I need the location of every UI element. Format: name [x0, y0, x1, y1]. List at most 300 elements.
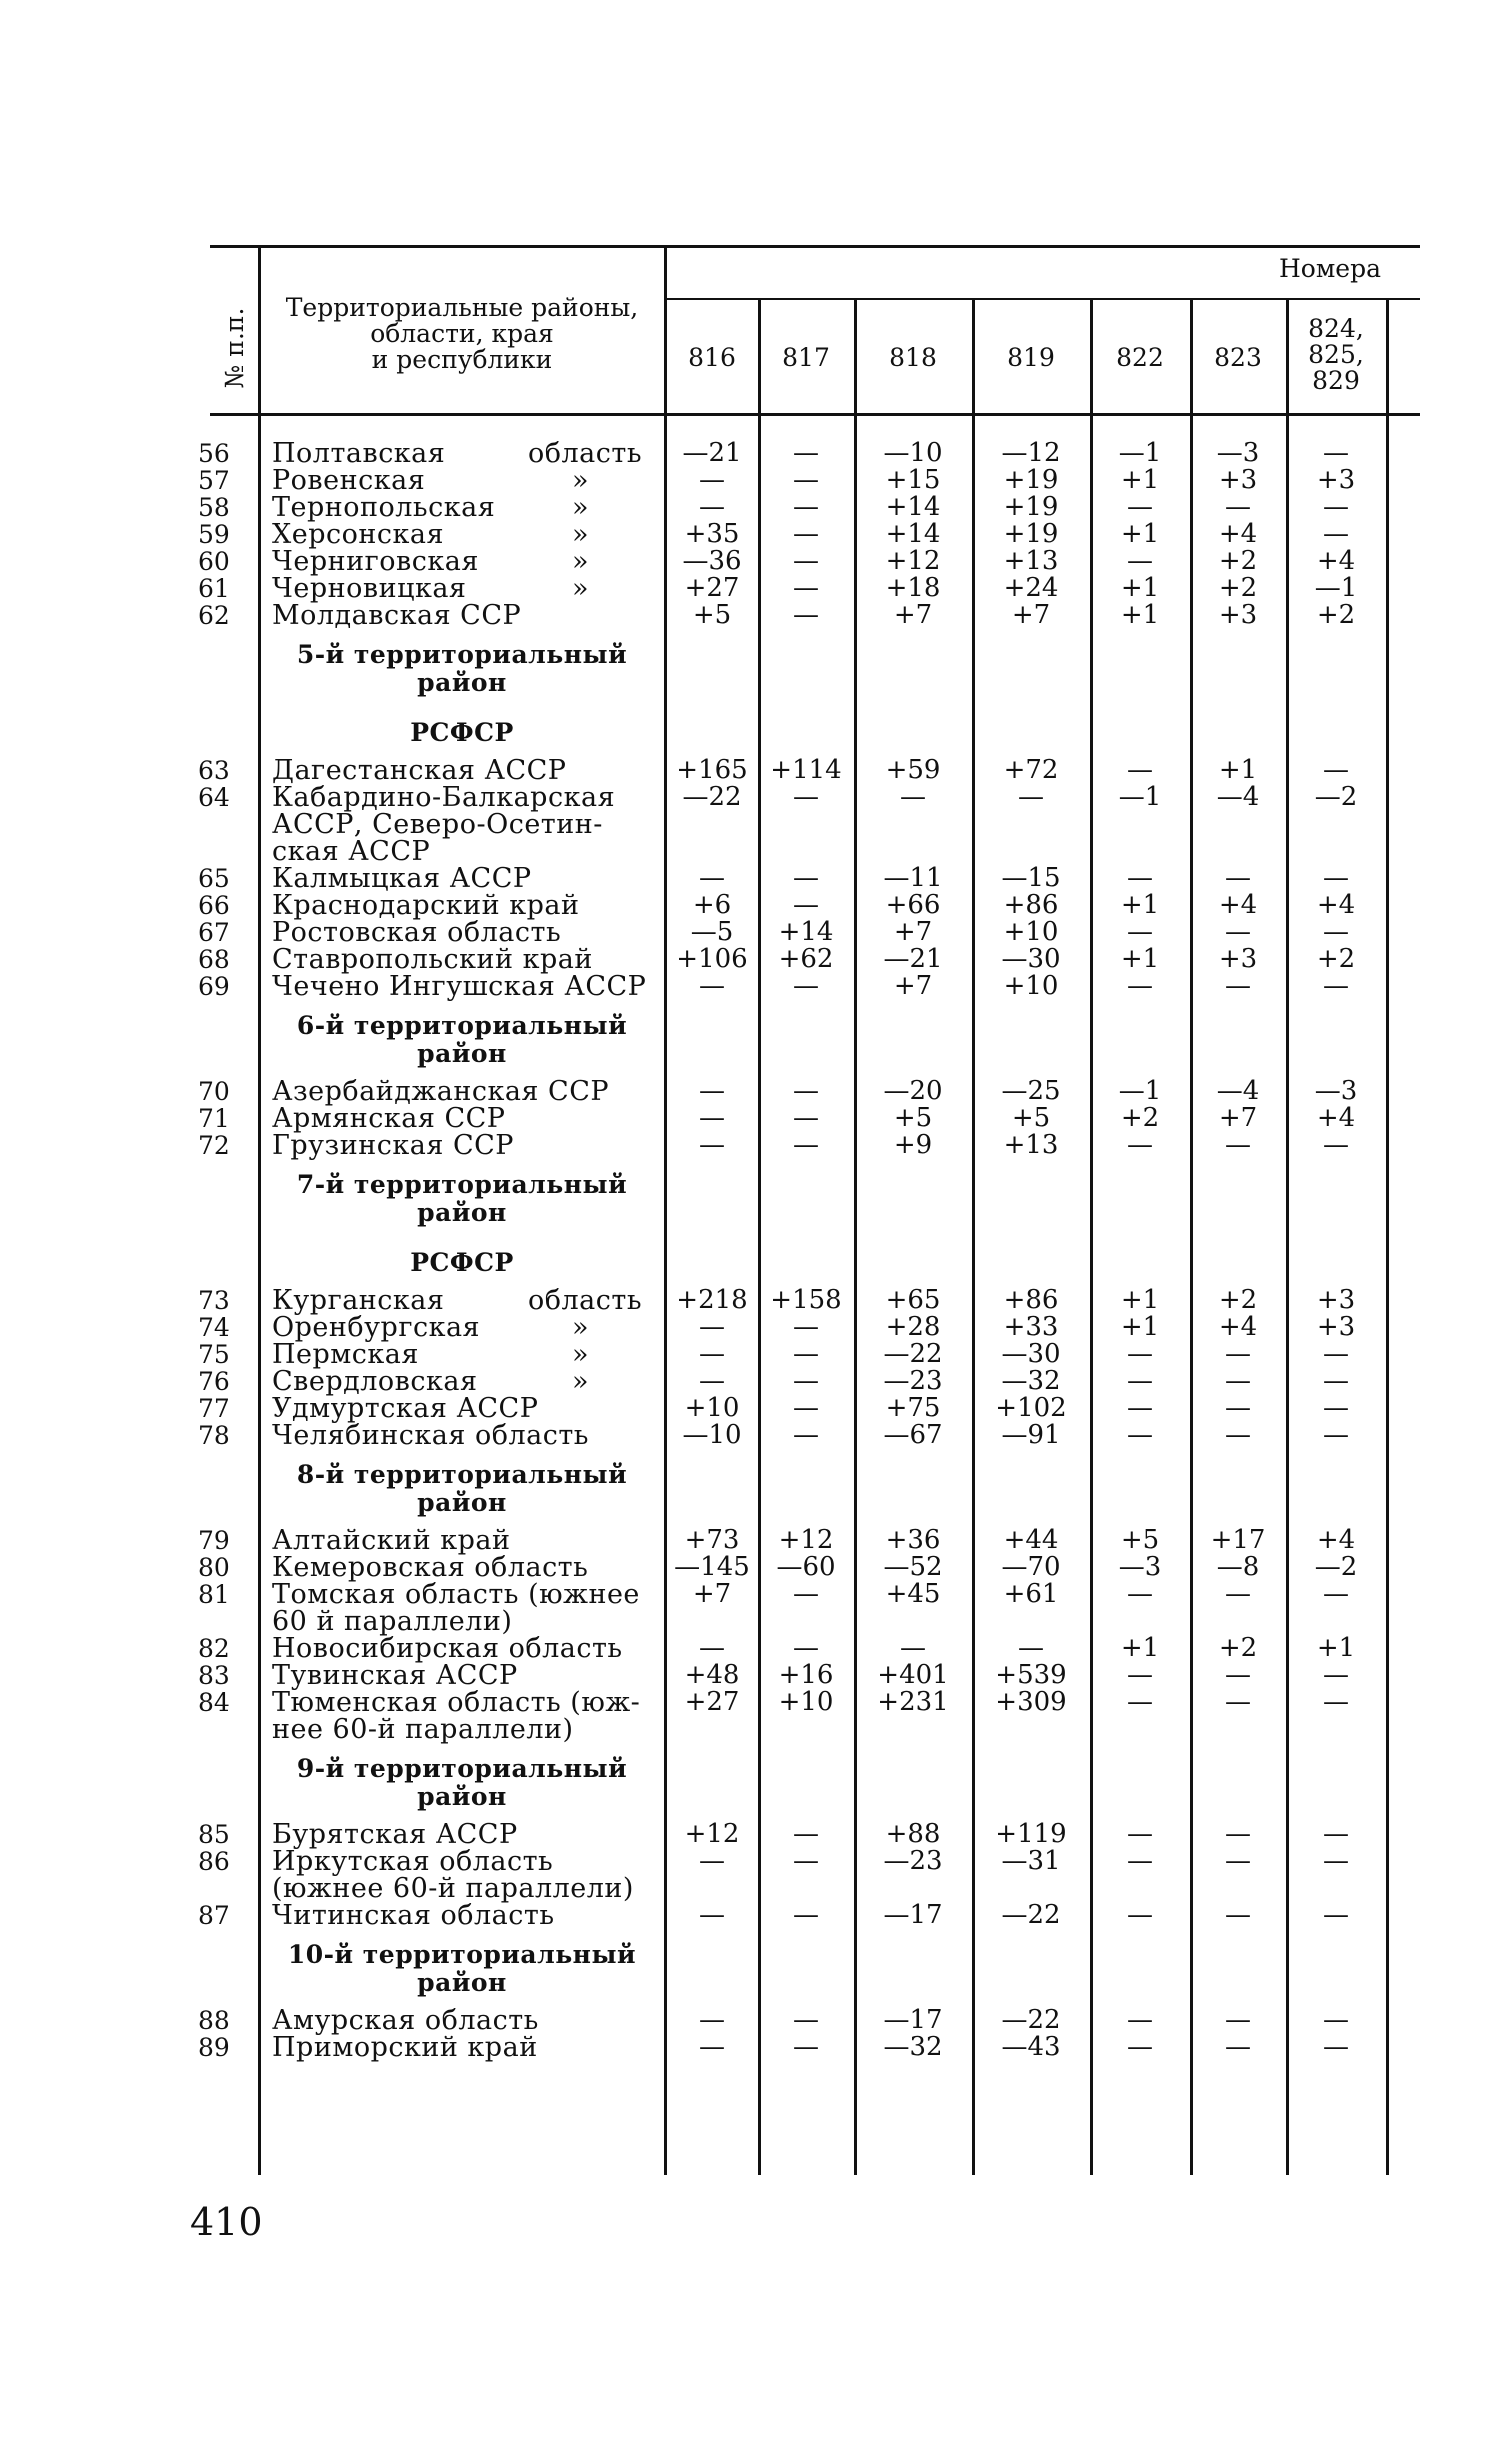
table-cell: —	[1323, 755, 1349, 785]
region-name: Ровенская	[272, 465, 426, 496]
table-cell: —	[793, 1366, 819, 1396]
table-cell: +86	[1003, 890, 1059, 920]
column-header: 825,	[1308, 340, 1364, 369]
table-cell: —	[793, 573, 819, 603]
region-name: Тернопольская	[272, 492, 496, 523]
header-bottom-rule	[210, 413, 1420, 416]
table-cell: —	[1323, 1900, 1349, 1930]
table-cell: —52	[883, 1552, 943, 1582]
table-cell: —	[699, 492, 725, 522]
table-cell: —	[699, 2005, 725, 2035]
row-number: 74	[198, 1313, 230, 1342]
table-cell: —	[699, 1339, 725, 1369]
section-heading: район	[417, 1039, 507, 1068]
table-cell: —23	[883, 1846, 943, 1876]
table-cell: +1	[1120, 573, 1160, 603]
column-header: 822	[1116, 343, 1164, 372]
region-name: Кабардино-Балкарская	[272, 782, 616, 813]
row-number: 60	[198, 547, 230, 576]
row-number: 85	[198, 1820, 230, 1849]
table-cell: —43	[1001, 2032, 1061, 2062]
table-cell: —	[1225, 2032, 1251, 2062]
header-top-rule	[210, 245, 1420, 248]
table-cell: —	[699, 1076, 725, 1106]
table-cell: +218	[676, 1285, 748, 1315]
table-cell: —	[1127, 1366, 1153, 1396]
section-heading: район	[417, 1782, 507, 1811]
row-number: 64	[198, 783, 230, 812]
table-cell: +7	[893, 917, 933, 947]
index-column-header: № п.п.	[220, 307, 249, 389]
table-cell: +1	[1316, 1633, 1356, 1663]
table-cell: —	[793, 1103, 819, 1133]
table-cell: —	[793, 1339, 819, 1369]
table-cell: —	[1018, 782, 1044, 812]
region-name: Удмуртская АССР	[272, 1393, 539, 1424]
table-cell: +2	[1218, 573, 1258, 603]
region-name: Калмыцкая АССР	[272, 863, 532, 894]
table-cell: —	[699, 1312, 725, 1342]
row-number: 62	[198, 601, 230, 630]
table-cell: —8	[1216, 1552, 1260, 1582]
table-cell: +18	[885, 573, 941, 603]
table-cell: +3	[1316, 1285, 1356, 1315]
table-cell: +33	[1003, 1312, 1059, 1342]
table-cell: +28	[885, 1312, 941, 1342]
table-cell: —22	[1001, 1900, 1061, 1930]
table-cell: +7	[1011, 600, 1051, 630]
table-cell: —15	[1001, 863, 1061, 893]
table-cell: —	[1323, 971, 1349, 1001]
table-cell: —17	[883, 2005, 943, 2035]
table-cell: +1	[1120, 1285, 1160, 1315]
table-cell: —	[1225, 863, 1251, 893]
table-cell: —32	[1001, 1366, 1061, 1396]
table-cell: —	[1127, 546, 1153, 576]
row-number: 80	[198, 1553, 230, 1582]
region-name: Грузинская ССР	[272, 1130, 514, 1161]
table-cell: +2	[1316, 600, 1356, 630]
table-cell: —	[793, 1900, 819, 1930]
table-cell: +1	[1120, 944, 1160, 974]
table-cell: —	[1323, 2005, 1349, 2035]
table-cell: —23	[883, 1366, 943, 1396]
table-cell: +10	[778, 1687, 834, 1717]
table-cell: —	[699, 1366, 725, 1396]
region-name: Тюменская область (юж-	[272, 1687, 641, 1718]
table-cell: —	[793, 782, 819, 812]
table-cell: —	[699, 1846, 725, 1876]
table-cell: +13	[1003, 1130, 1059, 1160]
region-name: Черниговская	[272, 546, 479, 577]
table-cell: +27	[684, 573, 740, 603]
table-cell: +10	[684, 1393, 740, 1423]
column-header: 818	[889, 343, 937, 372]
table-cell: +309	[995, 1687, 1067, 1717]
table-cell: —	[793, 465, 819, 495]
table-cell: —	[1225, 917, 1251, 947]
column-header: 816	[688, 343, 736, 372]
table-cell: +3	[1218, 465, 1258, 495]
table-cell: +7	[692, 1579, 732, 1609]
table-cell: —	[1127, 2005, 1153, 2035]
table-cell: —	[1127, 1339, 1153, 1369]
section-heading: 10-й территориальный	[287, 1940, 637, 1969]
table-cell: —22	[1001, 2005, 1061, 2035]
row-number: 61	[198, 574, 230, 603]
region-name: Полтавская	[272, 438, 446, 469]
region-name: Новосибирская область	[272, 1633, 623, 1664]
table-cell: +7	[893, 971, 933, 1001]
table-cell: +62	[778, 944, 834, 974]
table-cell: —	[1018, 1633, 1044, 1663]
table-cell: —	[1127, 1900, 1153, 1930]
row-number: 67	[198, 918, 230, 947]
table-cell: +17	[1210, 1525, 1266, 1555]
region-name: Черновицкая	[272, 573, 467, 604]
table-cell: —	[1323, 1687, 1349, 1717]
table-cell: —31	[1001, 1846, 1061, 1876]
table-cell: +2	[1120, 1103, 1160, 1133]
table-cell: +61	[1003, 1579, 1059, 1609]
region-header-line-2: области, края	[370, 319, 554, 348]
row-number: 58	[198, 493, 230, 522]
region-name: Читинская область	[272, 1900, 555, 1931]
table-cell: —	[1225, 1420, 1251, 1450]
row-number: 59	[198, 520, 230, 549]
group-header-numbers: Номера	[1278, 254, 1381, 283]
table-cell: —25	[1001, 1076, 1061, 1106]
row-number: 75	[198, 1340, 230, 1369]
table-cell: —	[1323, 1393, 1349, 1423]
table-cell: —	[699, 1103, 725, 1133]
table-cell: —	[699, 1633, 725, 1663]
table-cell: —	[793, 546, 819, 576]
row-number: 69	[198, 972, 230, 1001]
section-heading: 9-й территориальный	[296, 1754, 628, 1783]
section-heading: район	[417, 668, 507, 697]
table-cell: —	[1323, 863, 1349, 893]
region-name: Иркутская область	[272, 1846, 554, 1877]
table-cell: +3	[1218, 944, 1258, 974]
page-number: 410	[190, 2200, 263, 2244]
table-cell: +14	[885, 519, 941, 549]
region-suffix: »	[572, 492, 590, 523]
table-cell: —1	[1118, 438, 1162, 468]
table-cell: —	[1127, 971, 1153, 1001]
table-cell: +45	[885, 1579, 941, 1609]
table-cell: —	[793, 438, 819, 468]
row-number: 89	[198, 2033, 230, 2062]
table-cell: —3	[1314, 1076, 1358, 1106]
region-name: Ставропольский край	[272, 944, 593, 975]
region-name: Ростовская область	[272, 917, 562, 948]
table-cell: +65	[885, 1285, 941, 1315]
table-cell: +539	[995, 1660, 1067, 1690]
table-cell: +75	[885, 1393, 941, 1423]
table-cell: +12	[778, 1525, 834, 1555]
table-cell: —	[699, 1130, 725, 1160]
region-name: Приморский край	[272, 2032, 538, 2063]
table-cell: —5	[690, 917, 734, 947]
table-cell: —	[699, 863, 725, 893]
table-cell: —	[1323, 1579, 1349, 1609]
row-number: 86	[198, 1847, 230, 1876]
region-name: ская АССР	[272, 836, 431, 867]
region-name: Дагестанская АССР	[272, 755, 567, 786]
table-cell: +119	[995, 1819, 1067, 1849]
table-cell: +401	[877, 1660, 949, 1690]
column-header: 824,	[1308, 314, 1364, 343]
table-cell: —	[1225, 1819, 1251, 1849]
table-cell: —3	[1118, 1552, 1162, 1582]
table-cell: —	[1323, 2032, 1349, 2062]
table-cell: +86	[1003, 1285, 1059, 1315]
table-cell: —	[1127, 755, 1153, 785]
table-cell: —	[793, 1420, 819, 1450]
table-cell: —	[699, 1900, 725, 1930]
region-suffix: »	[572, 546, 590, 577]
table-cell: +1	[1120, 1633, 1160, 1663]
table-cell: —	[793, 492, 819, 522]
table-cell: —	[793, 1393, 819, 1423]
table-cell: +2	[1218, 1633, 1258, 1663]
table-cell: —4	[1216, 782, 1260, 812]
row-number: 76	[198, 1367, 230, 1396]
table-cell: —	[1225, 1393, 1251, 1423]
region-name: Томская область (южнее	[272, 1579, 640, 1610]
table-cell: —	[1225, 1660, 1251, 1690]
table-cell: —	[900, 1633, 926, 1663]
header-subgroup-rule	[665, 298, 1420, 300]
table-cell: —	[699, 2032, 725, 2062]
table-cell: —	[900, 782, 926, 812]
table-cell: +12	[885, 546, 941, 576]
table-cell: —2	[1314, 1552, 1358, 1582]
table-cell: —	[1225, 2005, 1251, 2035]
table-cell: +7	[1218, 1103, 1258, 1133]
table-cell: —	[793, 2032, 819, 2062]
table-cell: —	[1127, 492, 1153, 522]
table-cell: —	[793, 890, 819, 920]
table-cell: +4	[1218, 890, 1258, 920]
table-cell: —	[1323, 438, 1349, 468]
region-name: Краснодарский край	[272, 890, 580, 921]
column-header: 823	[1214, 343, 1262, 372]
table-cell: —145	[674, 1552, 750, 1582]
region-name: Бурятская АССР	[272, 1819, 518, 1850]
region-suffix: область	[528, 438, 643, 469]
table-cell: —17	[883, 1900, 943, 1930]
region-name: 60 й параллели)	[272, 1606, 513, 1637]
table-cell: +35	[684, 519, 740, 549]
table-cell: —	[793, 1633, 819, 1663]
table-cell: +5	[1011, 1103, 1051, 1133]
table-cell: —	[1127, 1819, 1153, 1849]
table-cell: +59	[885, 755, 941, 785]
table-cell: —	[793, 1312, 819, 1342]
table-cell: —22	[883, 1339, 943, 1369]
table-cell: +3	[1316, 1312, 1356, 1342]
table-cell: +4	[1316, 890, 1356, 920]
table-cell: +231	[877, 1687, 949, 1717]
table-cell: +19	[1003, 492, 1059, 522]
region-name: Кемеровская область	[272, 1552, 589, 1583]
table-cell: +3	[1316, 465, 1356, 495]
region-suffix: »	[572, 1366, 590, 1397]
table-cell: —12	[1001, 438, 1061, 468]
table-cell: +2	[1316, 944, 1356, 974]
row-number: 72	[198, 1131, 230, 1160]
table-cell: —	[1323, 1339, 1349, 1369]
table-cell: —	[793, 600, 819, 630]
table-cell: +165	[676, 755, 748, 785]
table-cell: +4	[1316, 1525, 1356, 1555]
row-number: 81	[198, 1580, 230, 1609]
region-name: Молдавская ССР	[272, 600, 522, 631]
row-number: 73	[198, 1286, 230, 1315]
table-cell: —	[793, 863, 819, 893]
table-cell: —	[1323, 1420, 1349, 1450]
table-cell: —	[1225, 971, 1251, 1001]
table-cell: +4	[1316, 546, 1356, 576]
table-cell: —10	[883, 438, 943, 468]
table-cell: —1	[1118, 782, 1162, 812]
region-suffix: »	[572, 1339, 590, 1370]
table-cell: +5	[893, 1103, 933, 1133]
table-cell: —	[1127, 2032, 1153, 2062]
region-name: Азербайджанская ССР	[272, 1076, 610, 1107]
table-cell: +1	[1120, 465, 1160, 495]
column-header: 819	[1007, 343, 1055, 372]
region-name: Челябинская область	[272, 1420, 590, 1451]
region-suffix: »	[572, 465, 590, 496]
table-cell: —	[793, 1819, 819, 1849]
row-number: 84	[198, 1688, 230, 1717]
table-cell: —	[1127, 1660, 1153, 1690]
section-heading: РСФСР	[410, 718, 514, 747]
table-cell: —	[1127, 1579, 1153, 1609]
table-cell: —	[1225, 1900, 1251, 1930]
table-cell: +4	[1316, 1103, 1356, 1133]
table-cell: —	[1225, 1846, 1251, 1876]
table-cell: —4	[1216, 1076, 1260, 1106]
table-cell: +3	[1218, 600, 1258, 630]
table-cell: —	[793, 1076, 819, 1106]
table-cell: +13	[1003, 546, 1059, 576]
table-cell: —30	[1001, 944, 1061, 974]
table-cell: —	[793, 1130, 819, 1160]
table-cell: +114	[770, 755, 842, 785]
table-cell: +1	[1120, 1312, 1160, 1342]
row-number: 57	[198, 466, 230, 495]
table-cell: +73	[684, 1525, 740, 1555]
table-cell: —3	[1216, 438, 1260, 468]
table-cell: —	[699, 465, 725, 495]
table-cell: +1	[1120, 519, 1160, 549]
region-suffix: »	[572, 1312, 590, 1343]
row-number: 68	[198, 945, 230, 974]
region-name: Оренбургская	[272, 1312, 481, 1343]
column-header: 817	[782, 343, 830, 372]
table-cell: —	[793, 971, 819, 1001]
section-heading: район	[417, 1198, 507, 1227]
row-number: 63	[198, 756, 230, 785]
region-name: Армянская ССР	[272, 1103, 506, 1134]
table-cell: —	[1323, 1660, 1349, 1690]
column-rule	[1386, 298, 1389, 2175]
table-cell: +44	[1003, 1525, 1059, 1555]
table-cell: +5	[692, 600, 732, 630]
table-cell: —91	[1001, 1420, 1061, 1450]
region-suffix: »	[572, 519, 590, 550]
region-suffix: область	[528, 1285, 643, 1316]
table-cell: +4	[1218, 519, 1258, 549]
table-cell: —	[793, 2005, 819, 2035]
table-cell: +1	[1120, 600, 1160, 630]
table-cell: —11	[883, 863, 943, 893]
table-cell: —36	[682, 546, 742, 576]
region-name: Тувинская АССР	[272, 1660, 518, 1691]
table-cell: +48	[684, 1660, 740, 1690]
table-cell: +27	[684, 1687, 740, 1717]
region-name: Свердловская	[272, 1366, 478, 1397]
table-cell: —32	[883, 2032, 943, 2062]
column-rule	[258, 245, 261, 2175]
region-name: Чечено Ингушская АССР	[272, 971, 647, 1002]
region-name: АССР, Северо-Осетин-	[272, 809, 603, 840]
table-cell: —	[793, 1579, 819, 1609]
table-cell: +14	[778, 917, 834, 947]
table-cell: +9	[893, 1130, 933, 1160]
table-cell: +72	[1003, 755, 1059, 785]
region-name: Курганская	[272, 1285, 445, 1316]
table-cell: —60	[776, 1552, 836, 1582]
table-cell: +14	[885, 492, 941, 522]
table-cell: +102	[995, 1393, 1067, 1423]
table-cell: —	[1225, 1366, 1251, 1396]
section-heading: 8-й территориальный	[296, 1460, 628, 1489]
table-cell: —	[1323, 1366, 1349, 1396]
table-cell: +10	[1003, 917, 1059, 947]
table-cell: —	[1127, 1393, 1153, 1423]
table-cell: —	[1323, 1846, 1349, 1876]
table-cell: —	[1225, 1687, 1251, 1717]
section-heading: 7-й территориальный	[296, 1170, 628, 1199]
table-cell: +88	[885, 1819, 941, 1849]
table-cell: —	[1225, 1130, 1251, 1160]
table-cell: —1	[1118, 1076, 1162, 1106]
table-cell: +2	[1218, 546, 1258, 576]
row-number: 83	[198, 1661, 230, 1690]
row-number: 65	[198, 864, 230, 893]
table-cell: —21	[682, 438, 742, 468]
table-cell: —67	[883, 1420, 943, 1450]
table-cell: —	[1323, 1819, 1349, 1849]
table-cell: +15	[885, 465, 941, 495]
column-header: 829	[1312, 366, 1360, 395]
region-name: Пермская	[272, 1339, 419, 1370]
table-cell: +5	[1120, 1525, 1160, 1555]
region-name: нее 60-й параллели)	[272, 1714, 574, 1745]
region-name: Херсонская	[272, 519, 444, 550]
table-cell: —	[1127, 1130, 1153, 1160]
table-cell: —	[1323, 1130, 1349, 1160]
table-cell: —	[1323, 519, 1349, 549]
section-heading: 5-й территориальный	[296, 640, 628, 669]
table-cell: —	[1225, 492, 1251, 522]
table-cell: +66	[885, 890, 941, 920]
